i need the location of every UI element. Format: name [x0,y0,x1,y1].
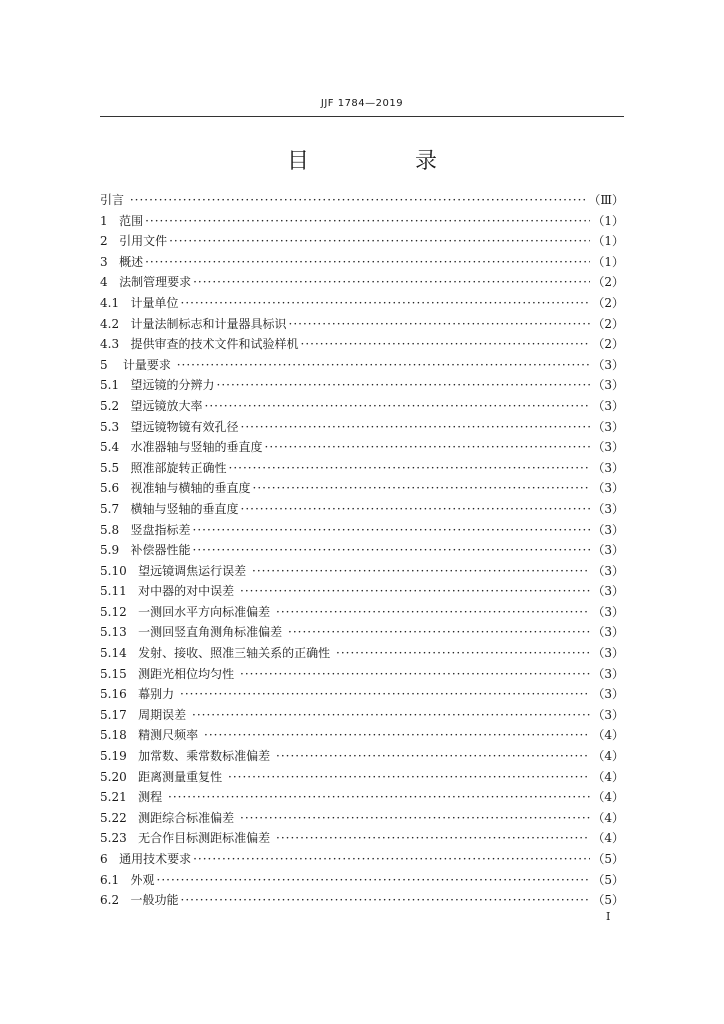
toc-entry-title: 距离测量重复性 [138,769,226,784]
page-title: 目 录 [286,149,479,174]
toc-entry [100,417,624,438]
toc-entry-page: （2） [592,316,624,331]
toc-dot-leader [252,561,590,582]
toc-dot-leader [265,437,591,458]
toc-entry-title: 水准器轴与竖轴的垂直度 [130,440,263,455]
toc-entry-title: 加常数、乘常数标准偏差 [138,749,274,764]
toc-dot-leader [204,725,590,746]
toc-entry-title: 测距光相位均匀性 [138,666,238,681]
toc-entry-page: （1） [592,234,624,249]
toc-entry [100,787,624,808]
toc-entry-page: （3） [592,707,624,722]
toc-entry-page: （3） [592,501,624,516]
toc-dot-leader [169,231,590,252]
toc-entry-title: 引用文件 [119,234,168,249]
toc-entry-number: 5.19 [100,749,139,764]
toc-entry-number: 6.2 [100,893,131,908]
toc-entry-page: （5） [592,852,624,866]
toc-entry-page: （2） [592,275,624,290]
toc-entry-title: 竖盘指标差 [130,522,191,537]
toc-entry-number: 5.21 [100,790,139,805]
toc-entry-title: 提供审查的技术文件和试验样机 [130,337,299,352]
toc-entry-page: （4） [592,790,624,805]
toc-entry [100,808,624,829]
toc-entry-title: 一测回竖直角测角标准偏差 [138,625,286,640]
toc-entry-page: （5） [592,872,624,887]
toc-dot-leader [288,622,590,643]
toc-entry-page: （3） [592,440,624,455]
toc-entry [100,828,624,849]
toc-entry [100,643,624,664]
toc-entry-number: 5.14 [100,646,139,661]
toc-entry-title: 视准轴与横轴的垂直度 [130,481,251,496]
table-of-contents [100,190,624,911]
toc-entry-title: 周期误差 [138,707,190,722]
toc-entry-number: 6.1 [100,872,131,887]
toc-entry [100,870,624,891]
toc-entry-number: 5.2 [100,398,131,413]
toc-entry-title: 法制管理要求 [119,275,192,290]
toc-entry [100,499,624,520]
toc-entry-page: （3） [592,584,624,599]
toc-entry-number: 5.9 [100,543,131,558]
toc-entry [100,664,624,685]
toc-dot-leader [177,355,591,376]
toc-entry-number: 2 [100,234,120,249]
toc-entry-title: 幕别力 [138,687,178,702]
toc-dot-leader [157,870,591,891]
toc-dot-leader [193,520,591,541]
toc-entry-title: 范围 [119,213,144,228]
toc-entry-title: 望远镜放大率 [130,398,203,413]
toc-entry-number: 4.1 [100,295,131,310]
toc-entry-page: （1） [592,254,624,269]
toc-entry-number: 5.17 [100,707,139,722]
toc-entry-title: 望远镜调焦运行误差 [138,563,250,578]
toc-entry-number: 1 [100,213,120,228]
toc-dot-leader [241,417,591,438]
toc-entry-number: 5.20 [100,769,139,784]
toc-entry-title: 望远镜的分辨力 [130,378,215,393]
toc-entry [100,540,624,561]
toc-dot-leader [253,478,591,499]
toc-dot-leader [240,808,590,829]
toc-entry-page: （3） [592,419,624,434]
toc-entry-page: （3） [592,460,624,475]
toc-dot-leader [276,602,590,623]
toc-entry-title: 引言 [100,193,128,207]
toc-entry-number: 5.16 [100,687,139,702]
toc-dot-leader [276,746,590,767]
toc-entry-number: 6 [100,852,120,866]
toc-entry-page: （3） [592,543,624,558]
toc-entry-title: 横轴与竖轴的垂直度 [130,501,239,516]
toc-entry-title: 通用技术要求 [119,852,192,866]
toc-entry-title: 计量法制标志和计量器具标识 [130,316,287,331]
toc-entry-page: （3） [592,687,624,702]
toc-entry-number: 5 [100,357,123,372]
toc-entry-title: 一测回水平方向标准偏差 [138,604,274,619]
toc-entry-number: 5.7 [100,501,131,516]
toc-dot-leader [130,190,587,211]
toc-entry [100,458,624,479]
toc-dot-leader [276,828,590,849]
toc-entry-title: 发射、接收、照准三轴关系的正确性 [138,646,334,661]
toc-entry [100,725,624,746]
toc-entry-page: （1） [592,213,624,228]
toc-entry [100,375,624,396]
toc-dot-leader [229,458,591,479]
toc-dot-leader [192,705,590,726]
toc-entry [100,334,624,355]
toc-entry-page: （2） [592,337,624,352]
toc-entry-title: 一般功能 [130,893,179,908]
toc-entry [100,478,624,499]
toc-dot-leader [168,787,590,808]
toc-entry-title: 精测尺频率 [138,728,202,743]
toc-dot-leader [193,540,591,561]
toc-entry-title: 补偿器性能 [130,543,191,558]
toc-entry [100,602,624,623]
header-divider [100,116,624,117]
toc-entry-title: 概述 [119,254,144,269]
toc-entry-title: 计量单位 [130,295,179,310]
toc-entry [100,396,624,417]
toc-entry [100,581,624,602]
toc-entry [100,437,624,458]
toc-entry-page: （Ⅲ） [588,193,624,207]
toc-entry-page: （2） [592,295,624,310]
toc-entry-page: （4） [592,769,624,784]
toc-entry-page: （5） [592,893,624,908]
toc-entry [100,561,624,582]
toc-dot-leader [181,293,591,314]
toc-entry-number: 5.13 [100,625,139,640]
toc-dot-leader [193,272,590,293]
toc-entry-page: （3） [592,563,624,578]
toc-entry-number: 5.6 [100,481,131,496]
toc-entry-page: （4） [592,728,624,743]
toc-entry-page: （4） [592,749,624,764]
toc-entry-page: （3） [592,666,624,681]
toc-entry-number: 5.12 [100,604,139,619]
toc-dot-leader [240,581,590,602]
toc-entry-title: 外观 [130,872,155,887]
toc-dot-leader [145,252,590,273]
page-number: I [606,910,611,923]
toc-dot-leader [289,314,591,335]
toc-entry-number: 5.11 [100,584,139,599]
toc-entry-number: 3 [100,254,120,269]
toc-entry-title: 计量要求 [122,357,175,372]
toc-dot-leader [205,396,591,417]
toc-entry-page: （3） [592,357,624,372]
document-code: JJF 1784—2019 [320,98,404,109]
toc-entry-number: 5.23 [100,831,139,846]
toc-dot-leader [193,849,590,870]
toc-entry-number: 5.1 [100,378,131,393]
toc-entry-number: 5.5 [100,460,131,475]
toc-entry [100,211,624,232]
toc-entry-page: （4） [592,810,624,825]
toc-entry-page: （3） [592,646,624,661]
toc-entry [100,190,624,211]
toc-entry [100,293,624,314]
toc-entry-number: 4 [100,275,120,290]
toc-dot-leader [241,499,591,520]
toc-entry-title: 对中器的对中误差 [138,584,238,599]
toc-entry-page: （3） [592,522,624,537]
toc-entry-title: 无合作目标测距标准偏差 [138,831,274,846]
toc-entry-number: 5.4 [100,440,131,455]
toc-entry-title: 望远镜物镜有效孔径 [130,419,239,434]
toc-dot-leader [181,890,591,911]
toc-entry-title: 测距综合标准偏差 [138,810,238,825]
toc-entry-page: （3） [592,604,624,619]
toc-entry-number: 5.10 [100,563,139,578]
toc-entry-title: 测程 [138,790,166,805]
toc-dot-leader [180,684,590,705]
toc-entry-number: 4.2 [100,316,131,331]
toc-entry-page: （3） [592,378,624,393]
toc-entry-page: （3） [592,625,624,640]
toc-entry [100,849,624,870]
toc-entry-page: （4） [592,831,624,846]
toc-entry [100,355,624,376]
toc-entry [100,520,624,541]
toc-entry-number: 5.15 [100,666,139,681]
toc-entry [100,231,624,252]
toc-entry [100,252,624,273]
toc-dot-leader [336,643,590,664]
toc-entry-page: （3） [592,481,624,496]
toc-entry [100,272,624,293]
toc-entry [100,767,624,788]
toc-entry [100,314,624,335]
toc-dot-leader [217,375,591,396]
toc-entry-title: 照准部旋转正确性 [130,460,227,475]
toc-entry-number: 5.3 [100,419,131,434]
toc-entry [100,890,624,911]
toc-dot-leader [228,767,590,788]
toc-entry-number: 4.3 [100,337,131,352]
toc-dot-leader [240,664,590,685]
toc-entry-page: （3） [592,398,624,413]
toc-entry [100,684,624,705]
toc-entry [100,705,624,726]
toc-entry [100,622,624,643]
toc-dot-leader [145,211,590,232]
toc-dot-leader [301,334,591,355]
toc-entry [100,746,624,767]
toc-entry-number: 5.8 [100,522,131,537]
toc-entry-number: 5.18 [100,728,139,743]
toc-entry-number: 5.22 [100,810,139,825]
